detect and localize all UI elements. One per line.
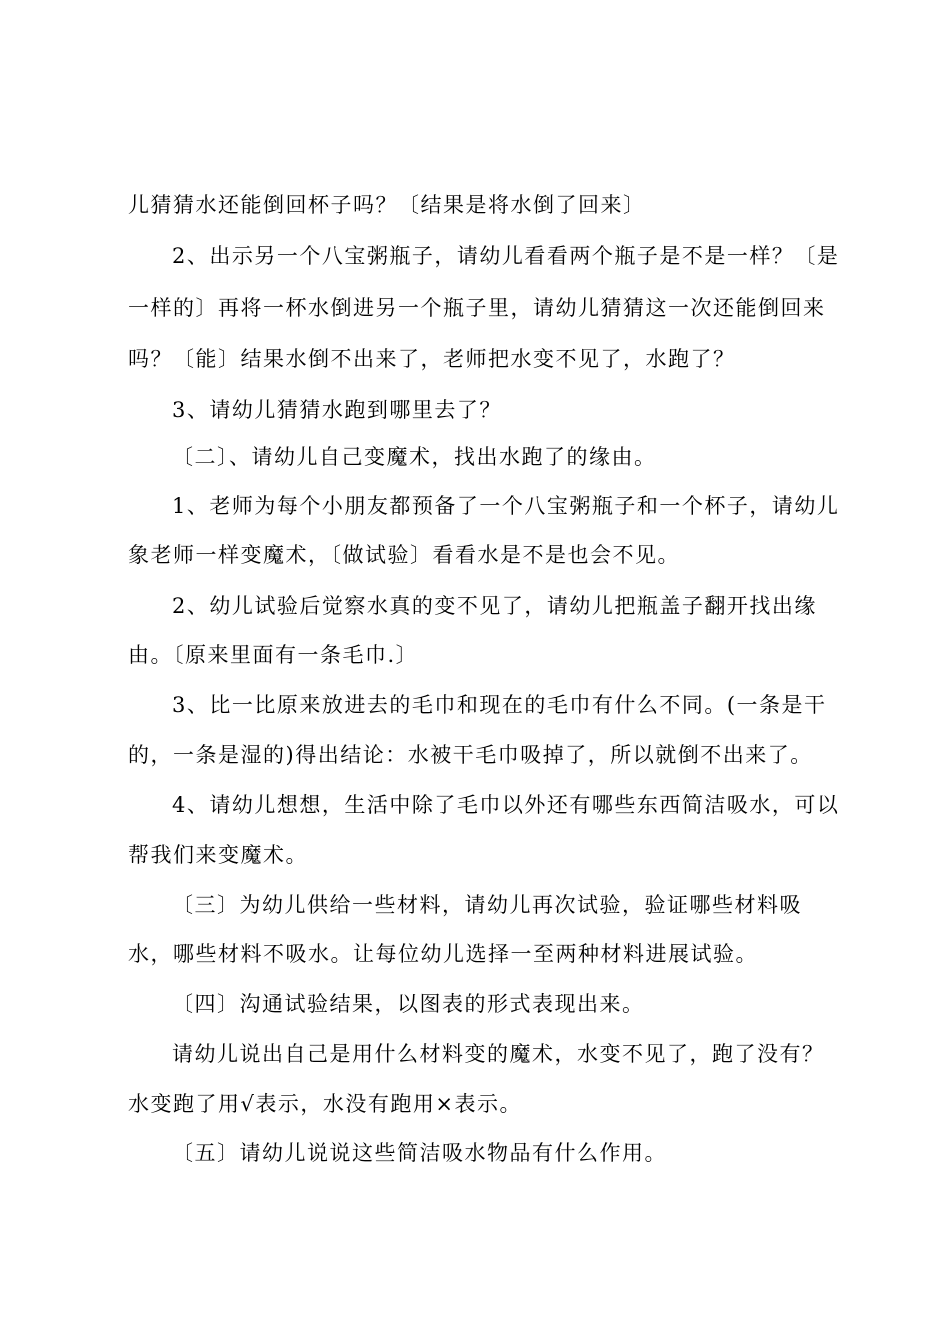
text-line: 〔三〕为幼儿供给一些材料，请幼儿再次试验，验证哪些材料吸 xyxy=(172,893,802,917)
text-line: 〔四〕沟通试验结果，以图表的形式表现出来。 xyxy=(172,992,645,1016)
text-line: 一样的〕再将一杯水倒进另一个瓶子里，请幼儿猜猜这一次还能倒回来 xyxy=(128,296,826,320)
text-line: 〔五〕请幼儿说说这些简洁吸水物品有什么作用。 xyxy=(172,1141,667,1165)
text-line: 2、幼儿试验后觉察水真的变不见了，请幼儿把瓶盖子翻开找出缘 xyxy=(172,594,817,618)
text-line: 4、请幼儿想想，生活中除了毛巾以外还有哪些东西简洁吸水，可以 xyxy=(172,793,840,817)
text-line: 3、请幼儿猜猜水跑到哪里去了？ xyxy=(172,398,502,422)
text-line: 象老师一样变魔术，〔做试验〕看看水是不是也会不见。 xyxy=(128,543,680,567)
text-line: 帮我们来变魔术。 xyxy=(128,843,308,867)
text-line: 2、出示另一个八宝粥瓶子，请幼儿看看两个瓶子是不是一样？〔是 xyxy=(172,244,840,268)
text-line: 吗？〔能〕结果水倒不出来了，老师把水变不见了，水跑了？ xyxy=(128,347,736,371)
text-line: 儿猜猜水还能倒回杯子吗？〔结果是将水倒了回来〕 xyxy=(128,193,646,217)
text-line: 请幼儿说出自己是用什么材料变的魔术，水变不见了，跑了没有？ xyxy=(172,1042,825,1066)
text-line: 1、老师为每个小朋友都预备了一个八宝粥瓶子和一个杯子，请幼儿 xyxy=(172,494,840,518)
text-line: 〔二〕、请幼儿自己变魔术，找出水跑了的缘由。 xyxy=(172,445,657,469)
text-line: 由。〔原来里面有一条毛巾.〕 xyxy=(128,643,419,667)
text-line: 的，一条是湿的)得出结论：水被干毛巾吸掉了，所以就倒不出来了。 xyxy=(128,743,813,767)
text-line: 3、比一比原来放进去的毛巾和现在的毛巾有什么不同。(一条是干 xyxy=(172,693,827,717)
text-line: 水变跑了用√表示，水没有跑用×表示。 xyxy=(128,1092,522,1116)
text-line: 水，哪些材料不吸水。让每位幼儿选择一至两种材料进展试验。 xyxy=(128,942,758,966)
